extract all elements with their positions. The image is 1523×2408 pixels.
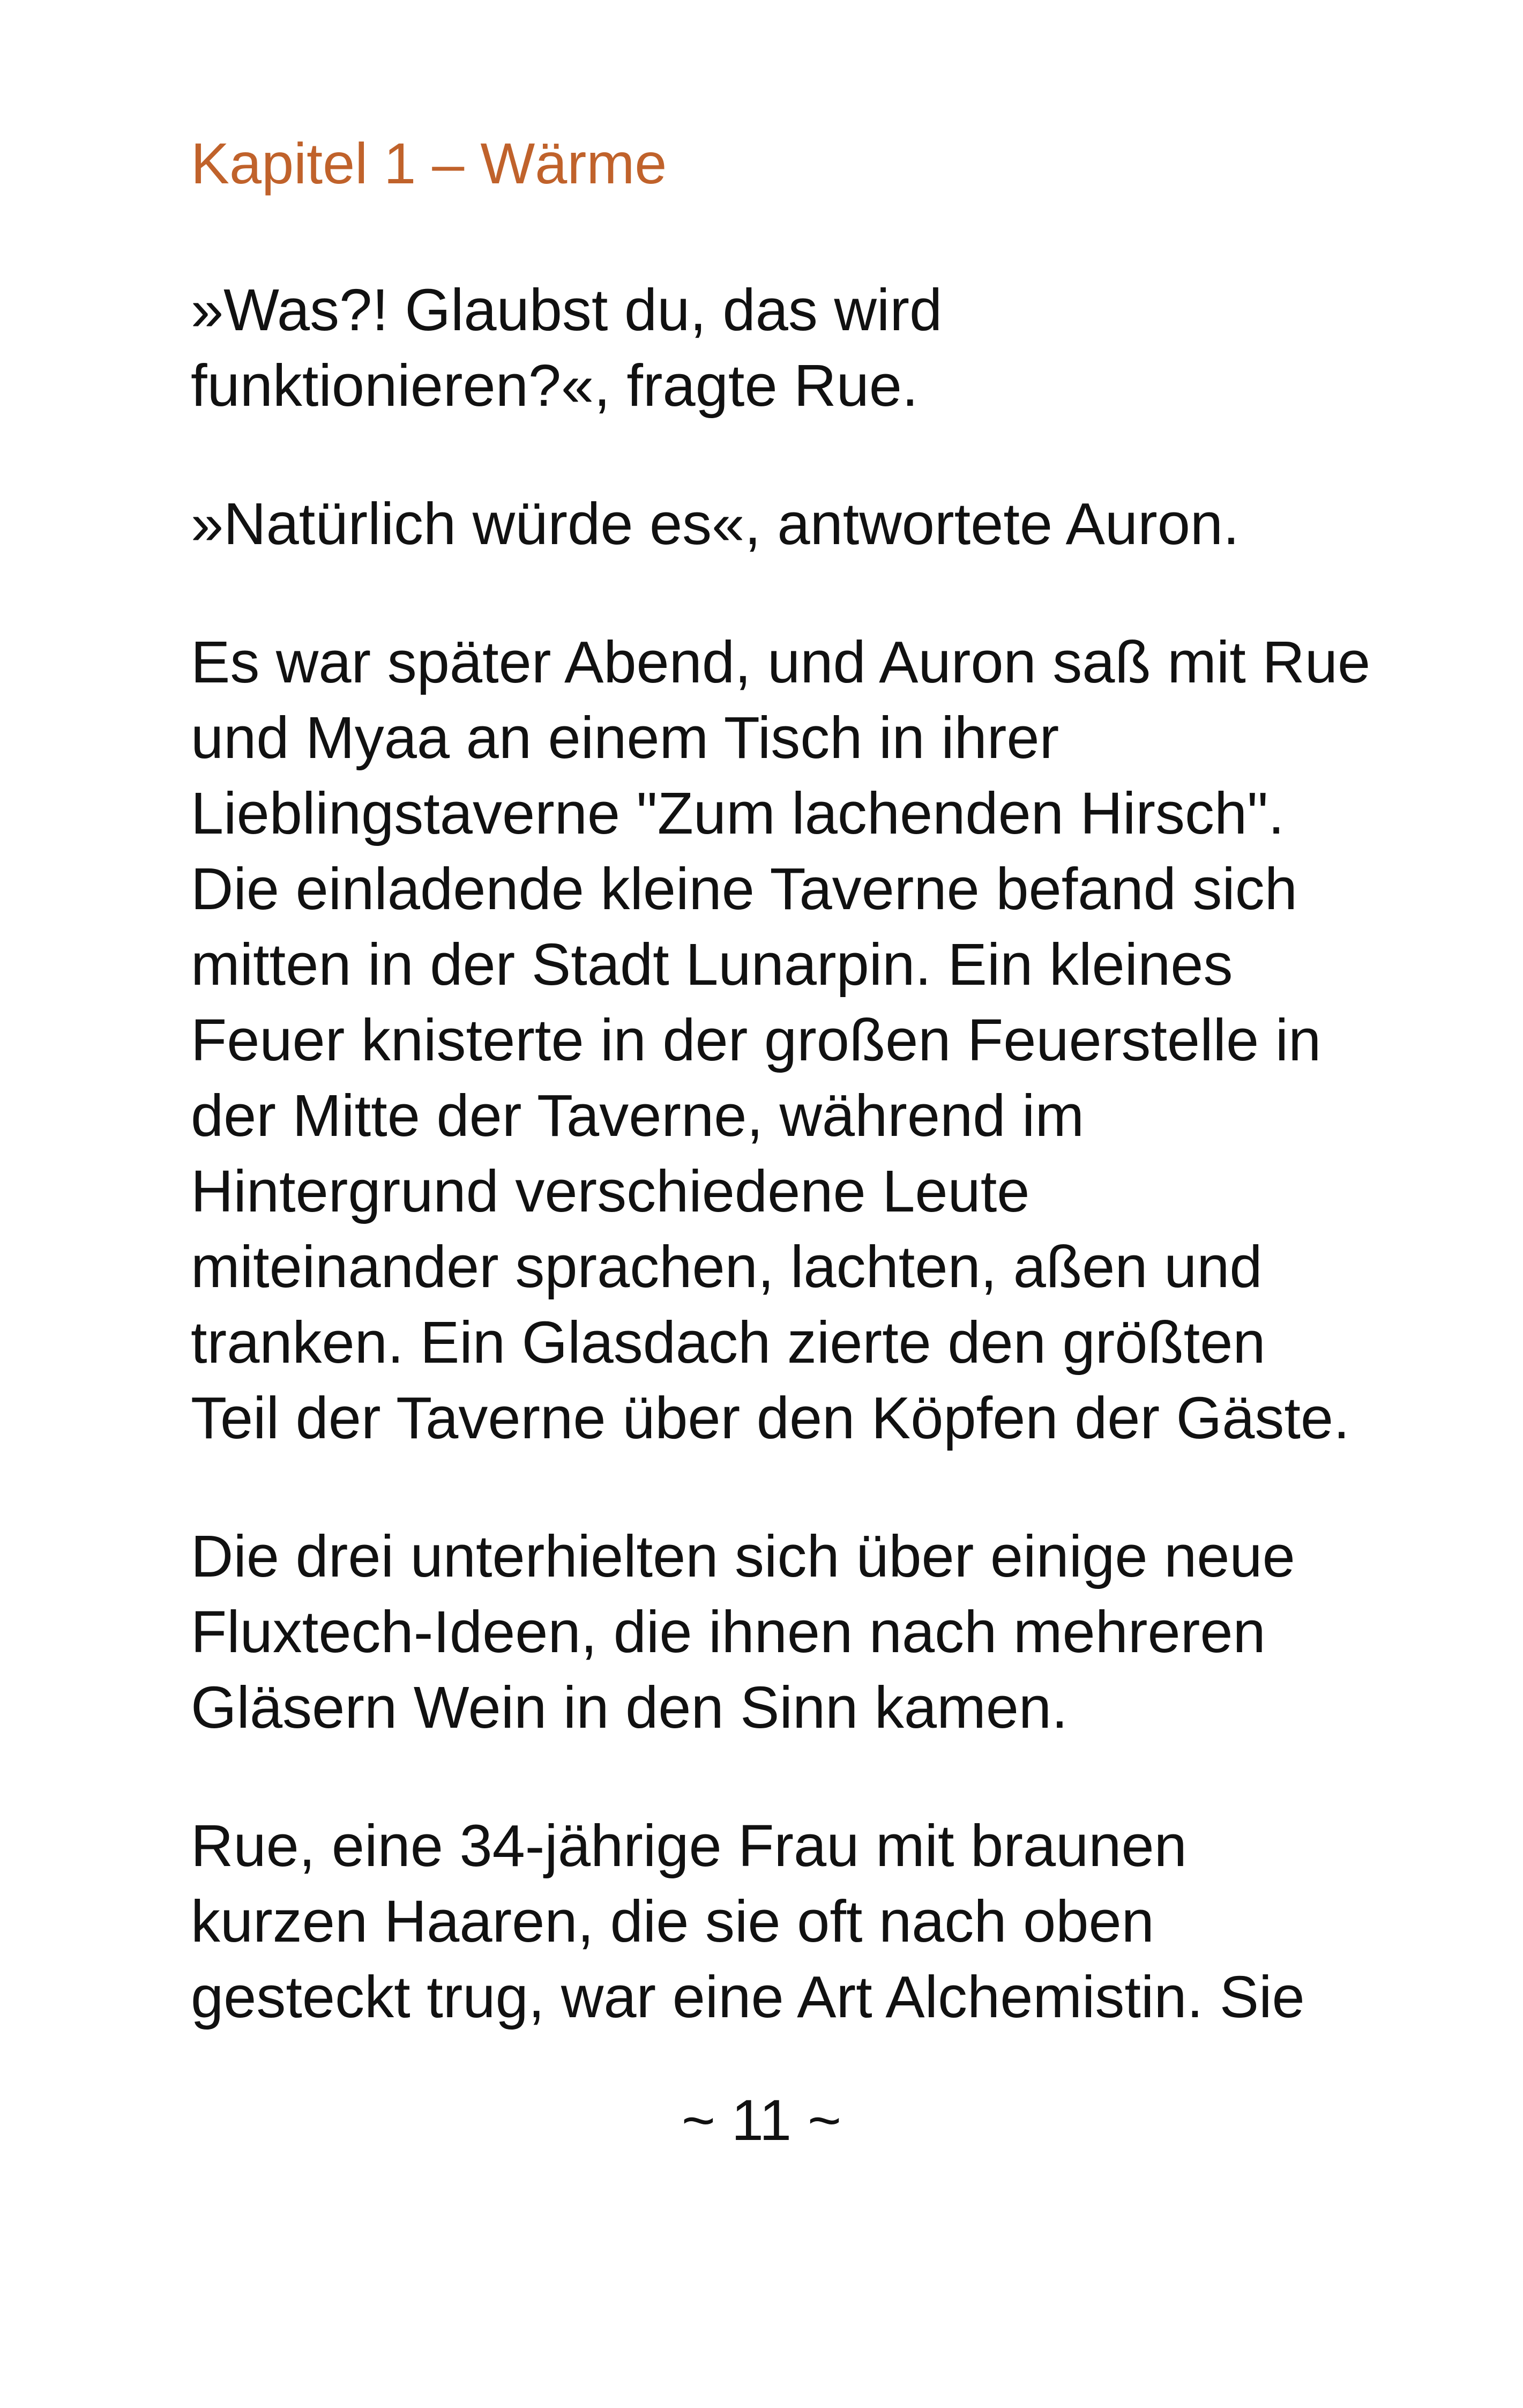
paragraph [191,486,1338,562]
text-line: Lieblingstaverne "Zum lachenden Hirsch". [191,781,1285,846]
text-line: gesteckt trug, war eine Art Alchemistin. Sie [191,1964,1305,2030]
text-line: Teil der Taverne über den Köpfen der Gäste. [191,1385,1350,1451]
paragraph [191,1519,1338,1745]
body-text [191,272,1371,2098]
text-line: Die einladende kleine Taverne befand sich [191,856,1297,922]
text-line: Feuer knisterte in der großen Feuerstelle in [191,1007,1322,1073]
text-line: der Mitte der Taverne, während im [191,1083,1085,1149]
text-line: Gläsern Wein in den Sinn kamen. [191,1675,1068,1741]
text-line: »Was?! Glaubst du, das wird [191,277,943,343]
paragraph [191,625,1371,1456]
text-line: funktionieren?«, fragte Rue. [191,353,919,419]
text-line: Fluxtech-Ideen, die ihnen nach mehreren [191,1599,1266,1665]
text-line: miteinander sprachen, lachten, aßen und [191,1234,1263,1300]
paragraph [191,1808,1338,2035]
chapter-title: Kapitel 1 – Wärme [191,131,667,196]
paragraph [191,272,1338,423]
text-line: Rue, eine 34-jährige Frau mit braunen [191,1813,1187,1879]
text-line: tranken. Ein Glasdach zierte den größten [191,1310,1266,1376]
text-line: Die drei unterhielten sich über einige neue [191,1523,1295,1589]
text-line: Hintergrund verschiedene Leute [191,1158,1030,1224]
text-line: kurzen Haaren, die sie oft nach oben [191,1889,1154,1954]
text-line: und Myaa an einem Tisch in ihrer [191,705,1059,771]
text-line: Es war später Abend, und Auron saß mit Rue [191,629,1371,695]
page-number: ~ 11 ~ [681,2087,842,2152]
text-line: mitten in der Stadt Lunarpin. Ein kleines [191,932,1233,998]
text-line: »Natürlich würde es«, antwortete Auron. [191,491,1240,557]
